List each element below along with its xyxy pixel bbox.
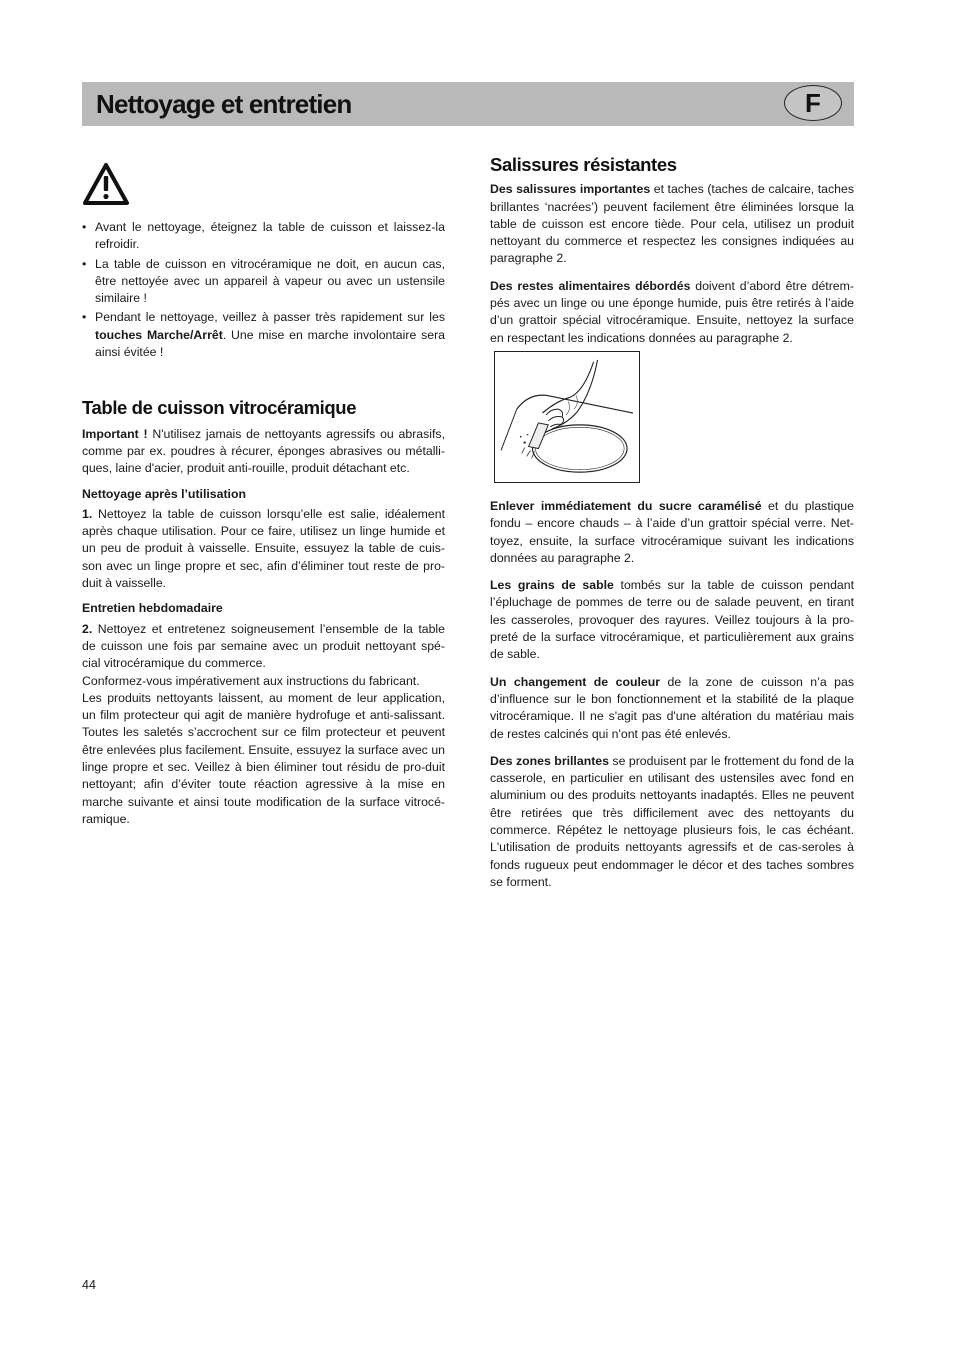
- language-badge: F: [784, 85, 842, 121]
- subheading-after-use: Nettoyage après l’utilisation: [82, 486, 246, 501]
- food-residue-paragraph: Des restes alimentaires débordés doivent d’abord être détrem-pés avec un linge ou une éponge humide, puis être retirés à l’aide d’un grattoir spécial vitrocéramique. Ensuite, nettoyez la surface en respectant les indications données au paragraphe 2.: [490, 278, 854, 345]
- weekly-paragraph: 2. Nettoyez et entretenez soigneusement l’ensemble de la table de cuisson une fois par semaine avec un produit nettoyant spé-cial vitrocéramique du commerce.: [82, 621, 445, 671]
- header-bar: [82, 82, 854, 126]
- safety-bullet-list: [82, 219, 445, 361]
- weekly-paragraph-3: Les produits nettoyants laissent, au moment de leur application, un film protecteur qui agit de manière hydrofuge et anti-salissant. Toutes les saletés s’accrochent sur ce film protecteur et peuvent être enlevées plus facilement. Ensuite, essuyez la surface avec un linge propre et sec. Veillez à bien éliminer tout résidu de pro-duit nettoyant; afin d’éviter toute réaction agressive à la mise en marche suivante et ainsi toute modification de la surface vitrocé-ramique.: [82, 690, 445, 826]
- color-change-paragraph: Un changement de couleur de la zone de cuisson n’a pas d’influence sur le bon fonctionnement et la stabilité de la plaque vitrocéramique. Il ne s'agit pas d'une altération du matériau mais de restes calcinés qui n'ont pas été enlevés.: [490, 674, 854, 741]
- after-use-paragraph: 1. Nettoyez la table de cuisson lorsqu’elle est salie, idéalement après chaque utilisation. Pour ce faire, utilisez un linge humide et un peu de produit à vaisselle. Ensuite, essuyez la table de cuis-son avec un linge propre et sec, afin d’éliminer tout reste de pro-duit à vaisselle.: [82, 506, 445, 591]
- subheading-weekly: Entretien hebdomadaire: [82, 601, 223, 616]
- heavy-dirt-paragraph: Des salissures importantes et taches (taches de calcaire, taches brillantes ‘nacrées’) peuvent facilement être éliminées lorsque la table de cuisson est encore tiède. Pour cela, utilisez un produit nettoyant du commerce et respectez les consignes indiquées au paragraphe 2.: [490, 182, 854, 266]
- bullet-item: • Avant le nettoyage, éteignez la table de cuisson et laissez-la refroidir.: [82, 219, 445, 254]
- bullet-item: • Pendant le nettoyage, veillez à passer très rapidement sur les touches Marche/Arrêt. Une mise en marche involontaire sera ainsi évitée !: [82, 309, 445, 361]
- section-title-vitroceramic: Table de cuisson vitrocéramique: [82, 397, 357, 419]
- weekly-paragraph-2: Conformez-vous impérativement aux instructions du fabricant.: [82, 673, 420, 688]
- important-paragraph: Important ! N'utilisez jamais de nettoyants agressifs ou abrasifs, comme par ex. poudres à récurer, éponges abrasives ou métalli-ques, laine d'acier, produit anti-rouille, produit détachant etc.: [82, 426, 445, 476]
- caramelized-sugar-paragraph: Enlever immédiatement du sucre caramélisé et du plastique fondu – encore chauds – à l’aide d’un grattoir spécial verre. Net-toyez, ensuite, la surface vitrocéramique suivant les indications données au paragraphe 2.: [490, 498, 854, 565]
- sand-grains-paragraph: Les grains de sable tombés sur la table de cuisson pendant l’épluchage de pommes de terre ou de salade peuvent, en tirant les casseroles, provoquer des rayures. Veillez toujours à la pro-preté de la surface vitrocéramique, et particulièrement aux grains de sable.: [490, 578, 854, 662]
- page-number: 44: [82, 1278, 96, 1292]
- page-title: Nettoyage et entretien: [96, 89, 352, 119]
- scraper-illustration: [494, 351, 640, 483]
- right-column: [490, 150, 854, 901]
- bullet-item: • La table de cuisson en vitrocéramique ne doit, en aucun cas, être nettoyée avec un appareil à vapeur ou avec un ustensile similaire !: [82, 256, 445, 308]
- shiny-zones-paragraph: Des zones brillantes se produisent par le frottement du fond de la casserole, en particulier en utilisant des ustensiles avec fond en aluminium ou des produits nettoyants inadaptés. Elles ne peuvent être retirées que très difficilement avec des nettoyants du commerce. Répétez le nettoyage plusieurs fois, le cas échéant. L'utilisation de produits nettoyants agressifs et de cas-seroles à fonds rugueux peut endommager le décor et des taches sombres se forment.: [490, 753, 854, 889]
- warning-icon: [82, 162, 130, 206]
- left-column: [82, 150, 445, 828]
- section-title-stubborn-dirt: Salissures résistantes: [490, 154, 677, 175]
